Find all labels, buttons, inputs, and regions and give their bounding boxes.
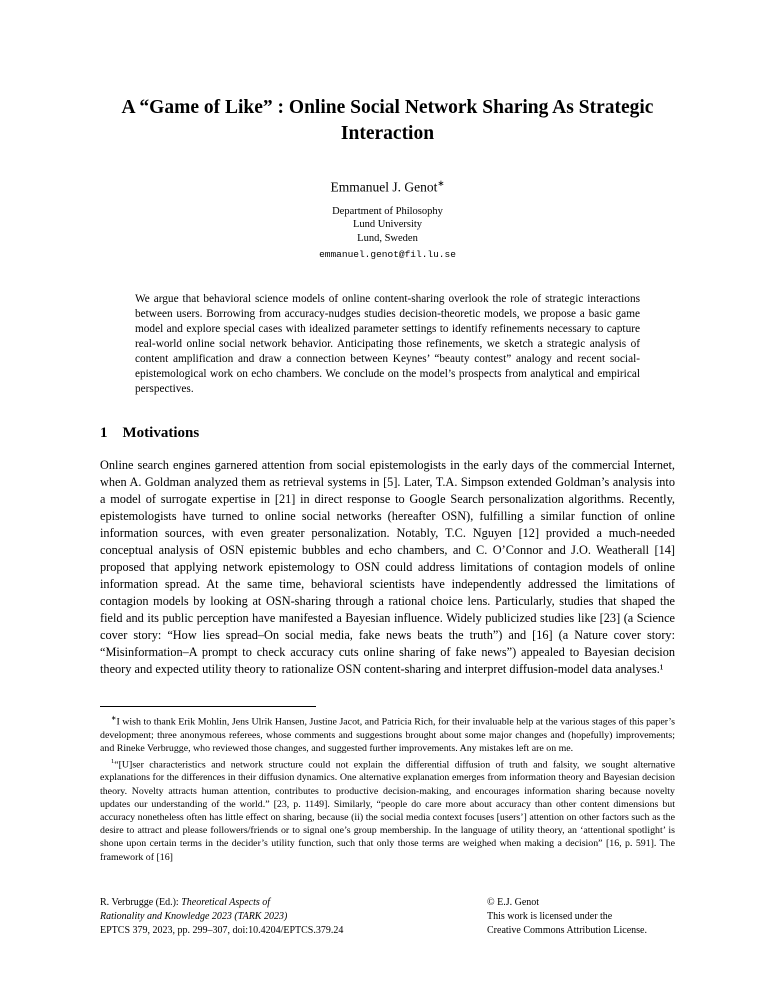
affiliation-block <box>100 205 675 245</box>
section-heading <box>100 425 675 442</box>
footer-license-info <box>487 896 675 938</box>
author-name: Emmanuel J. Genot <box>330 179 438 195</box>
footer-volume-title-2: Rationality and Knowledge 2023 (TARK 2023) <box>100 911 288 922</box>
footer-publication-info <box>100 896 475 938</box>
footer-volume-title: Theoretical Aspects of <box>181 897 271 908</box>
affiliation-line: Lund, Sweden <box>357 232 418 244</box>
footnote-thanks <box>100 712 675 755</box>
footer-editor: R. Verbrugge (Ed.): <box>100 897 182 908</box>
footnote-marker: ∗ <box>111 715 117 722</box>
paper-title: A “Game of Like” : Online Social Network Sharing As Strategic Interaction <box>121 97 654 144</box>
thanks-marker: ∗ <box>437 178 445 189</box>
page-content <box>100 0 675 678</box>
footnote-area <box>100 706 675 864</box>
footnote-1 <box>100 755 675 864</box>
footnote-text: “[U]ser characteristics and network structure could not explain the differential diffusion of truth and falsity, we sought alternative explanations for the differences in their diffusion dynamics. One alternative explanation emerges from information theory and Bayesian decision theory. Novelty attracts human attention, contributes to productive decision-making, and encourages information sharing because novelty updates our understanding of the world.” [23, p. 1149]. Similarly, “people do care more about accuracy than other content dimensions but accuracy nonetheless often has little effect on sharing, because (ii) the social media context focuses [users’] attention on other factors such as the desire to attract and please followers/friends or to signal one’s group membership. In the language of utility theory, an ‘attentional spotlight’ is shone upon certain terms in the decider’s utility function, such that only those terms are weighed when making a decision” [16, p. 591]. The framework of [16] <box>100 759 675 863</box>
affiliation-line: Lund University <box>352 219 423 231</box>
abstract-text: We argue that behavioral science models of online content-sharing overlook the role of strategic interactions between users. Borrowing from accuracy-nudges studies decision-theoretic models, we propose a basic game model and explore special cases with idealized parameter settings to identify refinements necessary to capture real-world online social network behavior. Anticipating those refinements, we sketch a strategic analysis of content amplification and draw a connection between Keynes’ “beauty contest” analogy and recent social-epistemological work on echo chambers. We conclude on the model’s prospects from analytical and empirical perspectives. <box>135 293 640 396</box>
footnotes-block <box>100 712 675 864</box>
footnote-marker: 1 <box>111 757 115 765</box>
section-title: Motivations <box>122 425 200 442</box>
page-footer <box>100 896 675 938</box>
affiliation-line: Department of Philosophy <box>332 205 443 217</box>
footer-copyright: © E.J. Genot <box>487 897 540 908</box>
section-number: 1 <box>100 425 108 442</box>
body-paragraph: Online search engines garnered attention from social epistemologists in the early days of the commercial Internet, when A. Goldman analyzed them as retrieval systems in [5]. Later, T.A. Simpson extended Goldman’s analysis into a model of surrogate expertise in [21] in direct response to Google Search personalization algorithms. Recently, epistemologists have turned to online social networks (hereafter OSN), fulfilling a similar function of online information sources, with even greater personalization. Notably, T.C. Nguyen [12] provided a much-needed conceptual analysis of OSN epistemic bubbles and echo chambers, and C. O’Connor and J.O. Weatherall [14] proposed that applying network epistemology to OSN could address limitations of contagion models of online information spread. At the same time, behavioral scientists have independently addressed the limitations of contagion models by looking at OSN-sharing through a rational choice lens. Particularly, studies that shaped the field and its public perception have manifested a Bayesian influence. Widely publicized studies like [23] (a Science cover story: “How lies spread–On social media, fake news beats the truth”) and [16] (a Nature cover story: “Misinformation–A prompt to check accuracy cuts online sharing of fake news”) appealed to Bayesian decision theory and expected utility theory to rationalize OSN content-sharing and interpret diffusion-model data analyses.¹ <box>100 458 675 677</box>
footer-license-line: This work is licensed under the <box>487 911 613 922</box>
author-line <box>100 178 675 196</box>
footer-doi-line: EPTCS 379, 2023, pp. 299–307, doi:10.4204/EPTCS.379.24 <box>100 925 344 936</box>
footnote-rule <box>100 706 316 707</box>
footer-license-link: Creative Commons Attribution License. <box>487 925 647 936</box>
author-email: emmanuel.genot@fil.lu.se <box>319 249 456 261</box>
footnote-text: I wish to thank Erik Mohlin, Jens Ulrik Hansen, Justine Jacot, and Patricia Rich, for their invaluable help at the various stages of this paper’s development; three anonymous referees, whose comments and suggestions brought about some major changes and (hopefully) improvements; and Rineke Verbrugge, who reviewed those changes, and suggested further improvements. Any mistakes left are on me. <box>100 716 675 754</box>
